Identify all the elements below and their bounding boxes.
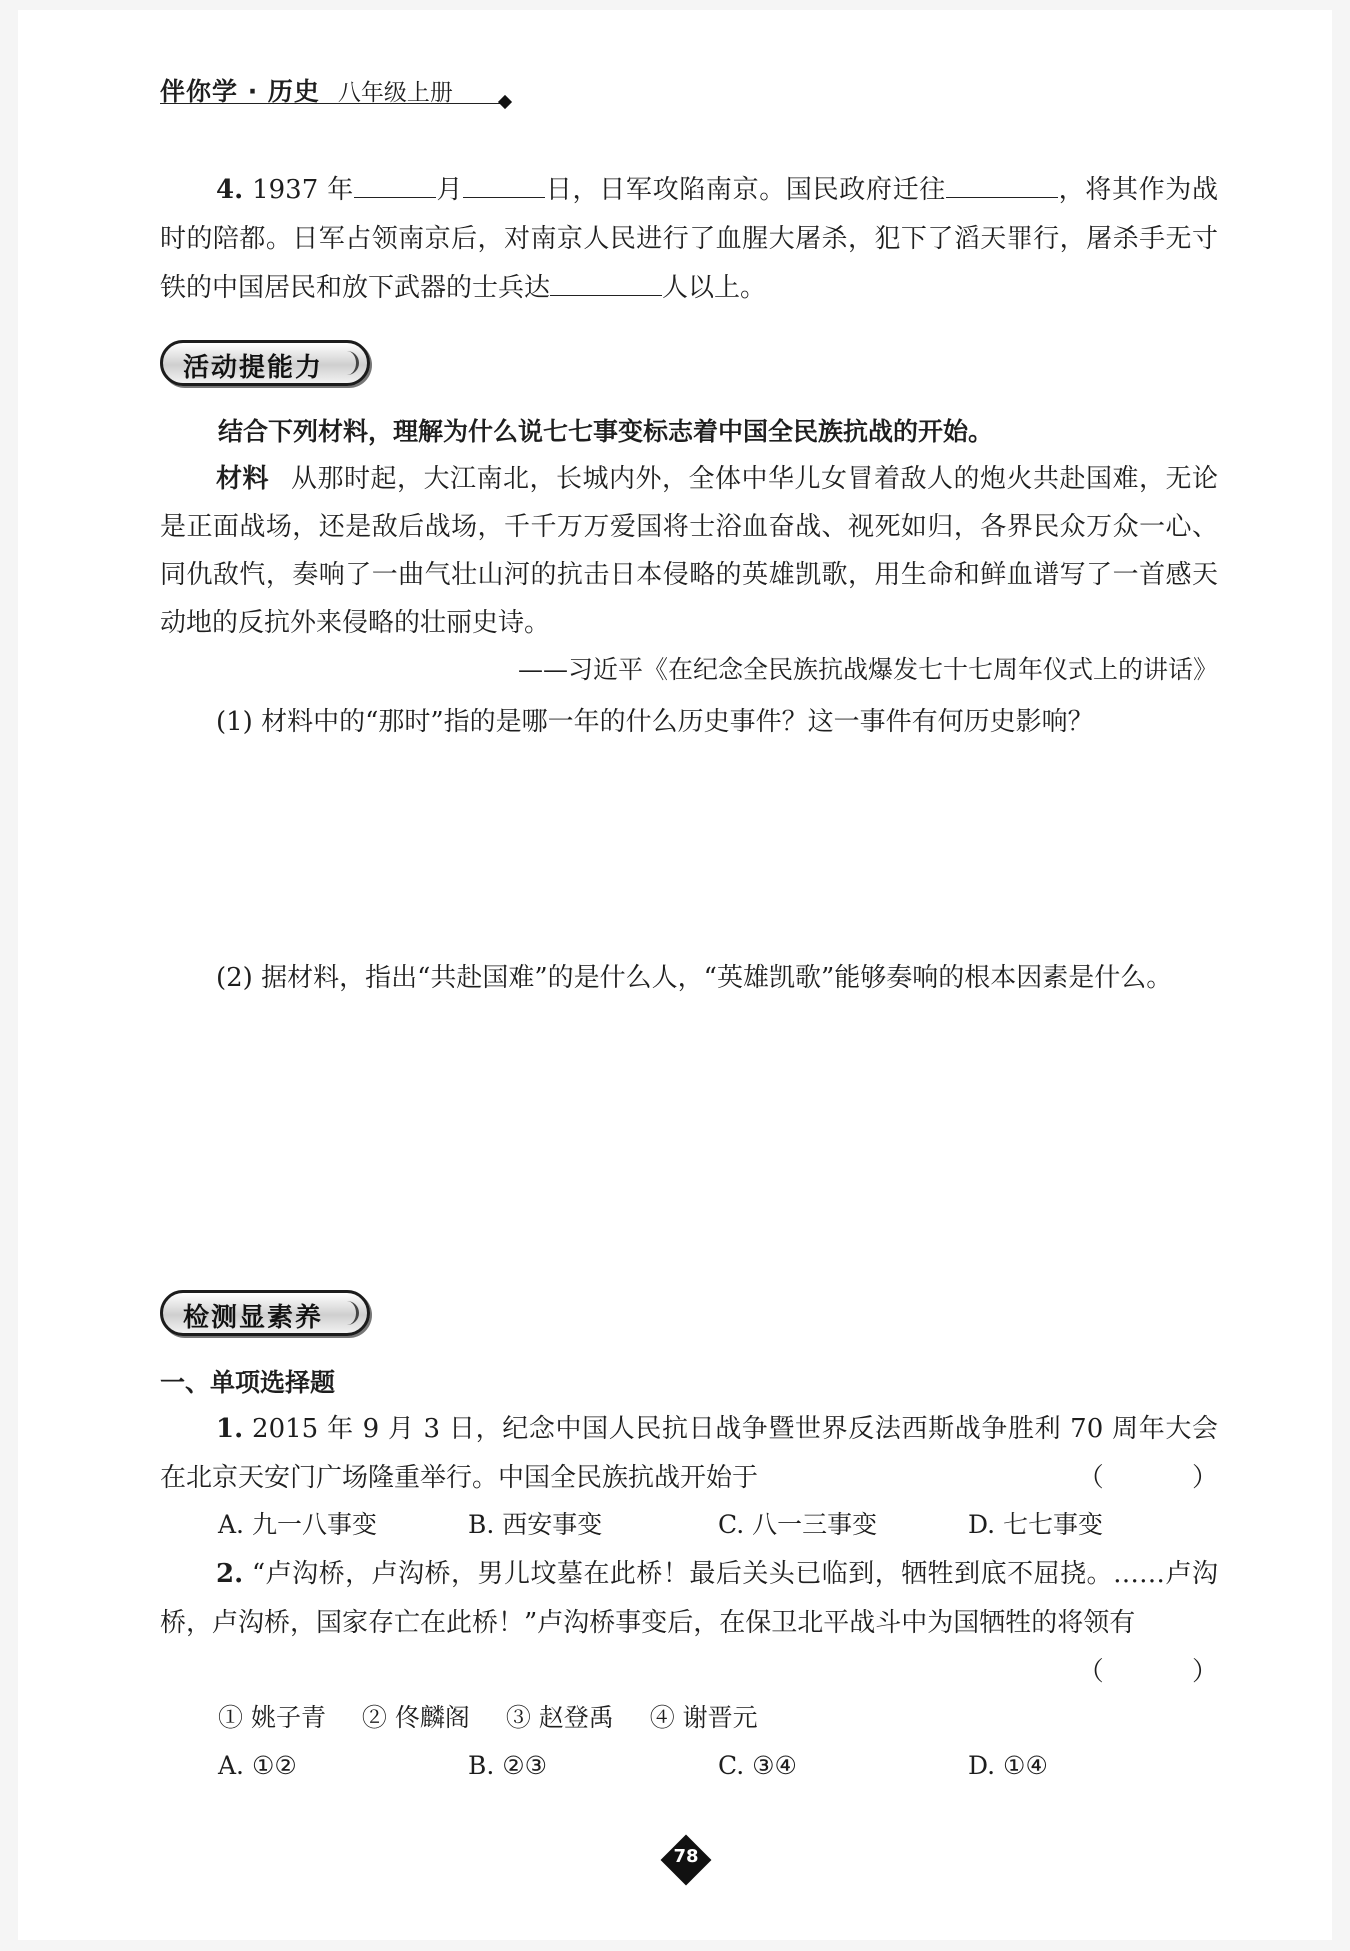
badge-tail-icon xyxy=(336,351,359,375)
option-c[interactable]: C. ③④ xyxy=(718,1751,797,1780)
page-number-badge xyxy=(662,1836,710,1884)
fill-blank-day[interactable] xyxy=(463,167,545,198)
choice-item: ② 佟麟阁 xyxy=(361,1703,470,1732)
question-4 xyxy=(160,166,1218,313)
material-passage xyxy=(160,455,1218,647)
page-number: 78 xyxy=(673,1846,699,1867)
option-b[interactable]: B. ②③ xyxy=(468,1751,548,1780)
section-badge-activity xyxy=(160,340,370,386)
material-text: 从那时起，大江南北，长城内外，全体中华儿女冒着敌人的炮火共赴国难，无论是正面战场，还是敌后战场，千千万万爱国将士浴血奋战、视死如归，各界民众万众一心、同仇敌忾，奏响了一曲气壮山河的抗击日本侵略的英雄凯歌，用生命和鲜血谱写了一首感天动地的反抗外来侵略的壮丽史诗。 xyxy=(160,464,1218,638)
fill-blank-number[interactable] xyxy=(550,265,662,296)
option-b[interactable]: B. 西安事变 xyxy=(468,1510,603,1539)
question-text: ，将其作为战时的陪都。日军占领南京后，对南京人民进行了血腥大屠杀，犯下了滔天罪行，屠杀手无寸铁的中国居民和放下武器的士兵达 xyxy=(160,175,1218,303)
section-badge-test xyxy=(160,1290,370,1336)
option-d[interactable]: D. 七七事变 xyxy=(968,1510,1104,1539)
question-number: 4. xyxy=(216,175,244,205)
material-source: ——习近平《在纪念全民族抗战爆发七十七周年仪式上的讲话》 xyxy=(517,655,1218,684)
answer-paren[interactable]: （ ） xyxy=(1077,1657,1258,1687)
option-a[interactable]: A. 九一八事变 xyxy=(218,1510,377,1539)
mc-question-1 xyxy=(160,1405,1258,1503)
question-text: 1937 年 xyxy=(252,175,354,205)
question-text: 日，日军攻陷南京。国民政府迁往 xyxy=(545,175,946,205)
mc-options-1 xyxy=(218,1505,1218,1545)
question-text: 2015 年 9 月 3 日，纪念中国人民抗日战争暨世界反法西斯战争胜利 70 周年大会在北京天安门广场隆重举行。中国全民族抗战开始于 xyxy=(160,1414,1218,1493)
option-d[interactable]: D. ①④ xyxy=(968,1751,1048,1780)
question-number: 2. xyxy=(216,1559,244,1589)
badge-label: 检测显素养 xyxy=(183,1303,324,1333)
fill-blank-month[interactable] xyxy=(354,167,436,198)
fill-blank-city[interactable] xyxy=(946,167,1058,198)
header-rule xyxy=(160,103,505,104)
material-label: 材料 xyxy=(216,464,269,494)
book-grade: 八年级上册 xyxy=(337,80,453,106)
sub-question-2: (2) 据材料，指出“共赴国难”的是什么人，“英雄凯歌”能够奏响的根本因素是什么。 xyxy=(216,963,1173,993)
option-a[interactable]: A. ①② xyxy=(218,1751,297,1780)
question-text: “卢沟桥，卢沟桥，男儿坟墓在此桥！最后关头已临到，牺牲到底不屈挠。……卢沟桥，卢沟桥，国家存亡在此桥！”卢沟桥事变后，在保卫北平战斗中为国牺牲的将领有 xyxy=(160,1559,1219,1638)
section-title-single-choice: 一、单项选择题 xyxy=(160,1368,336,1397)
badge-tail-icon xyxy=(336,1301,359,1325)
choice-item: ① 姚子青 xyxy=(218,1703,326,1732)
activity-instruction: 结合下列材料，理解为什么说七七事变标志着中国全民族抗战的开始。 xyxy=(218,417,994,446)
option-c[interactable]: C. 八一三事变 xyxy=(718,1510,878,1539)
question-number: 1. xyxy=(216,1414,244,1444)
mc-question-2 xyxy=(160,1550,1218,1648)
badge-label: 活动提能力 xyxy=(183,353,324,383)
answer-paren[interactable]: （ ） xyxy=(1077,1463,1258,1493)
choice-item: ③ 赵登禹 xyxy=(505,1703,614,1732)
book-series-title: 伴你学 · 历史 xyxy=(160,77,320,106)
question-text: 月 xyxy=(435,175,464,205)
mc-question-2-paren-row xyxy=(160,1648,1258,1697)
mc-options-2 xyxy=(218,1746,1218,1786)
sub-question-1: (1) 材料中的“那时”指的是哪一年的什么历史事件？这一事件有何历史影响？ xyxy=(216,707,1094,737)
question-text: 人以上。 xyxy=(662,273,767,303)
mc-choice-list-2 xyxy=(218,1698,1218,1738)
choice-item: ④ 谢晋元 xyxy=(649,1703,758,1732)
